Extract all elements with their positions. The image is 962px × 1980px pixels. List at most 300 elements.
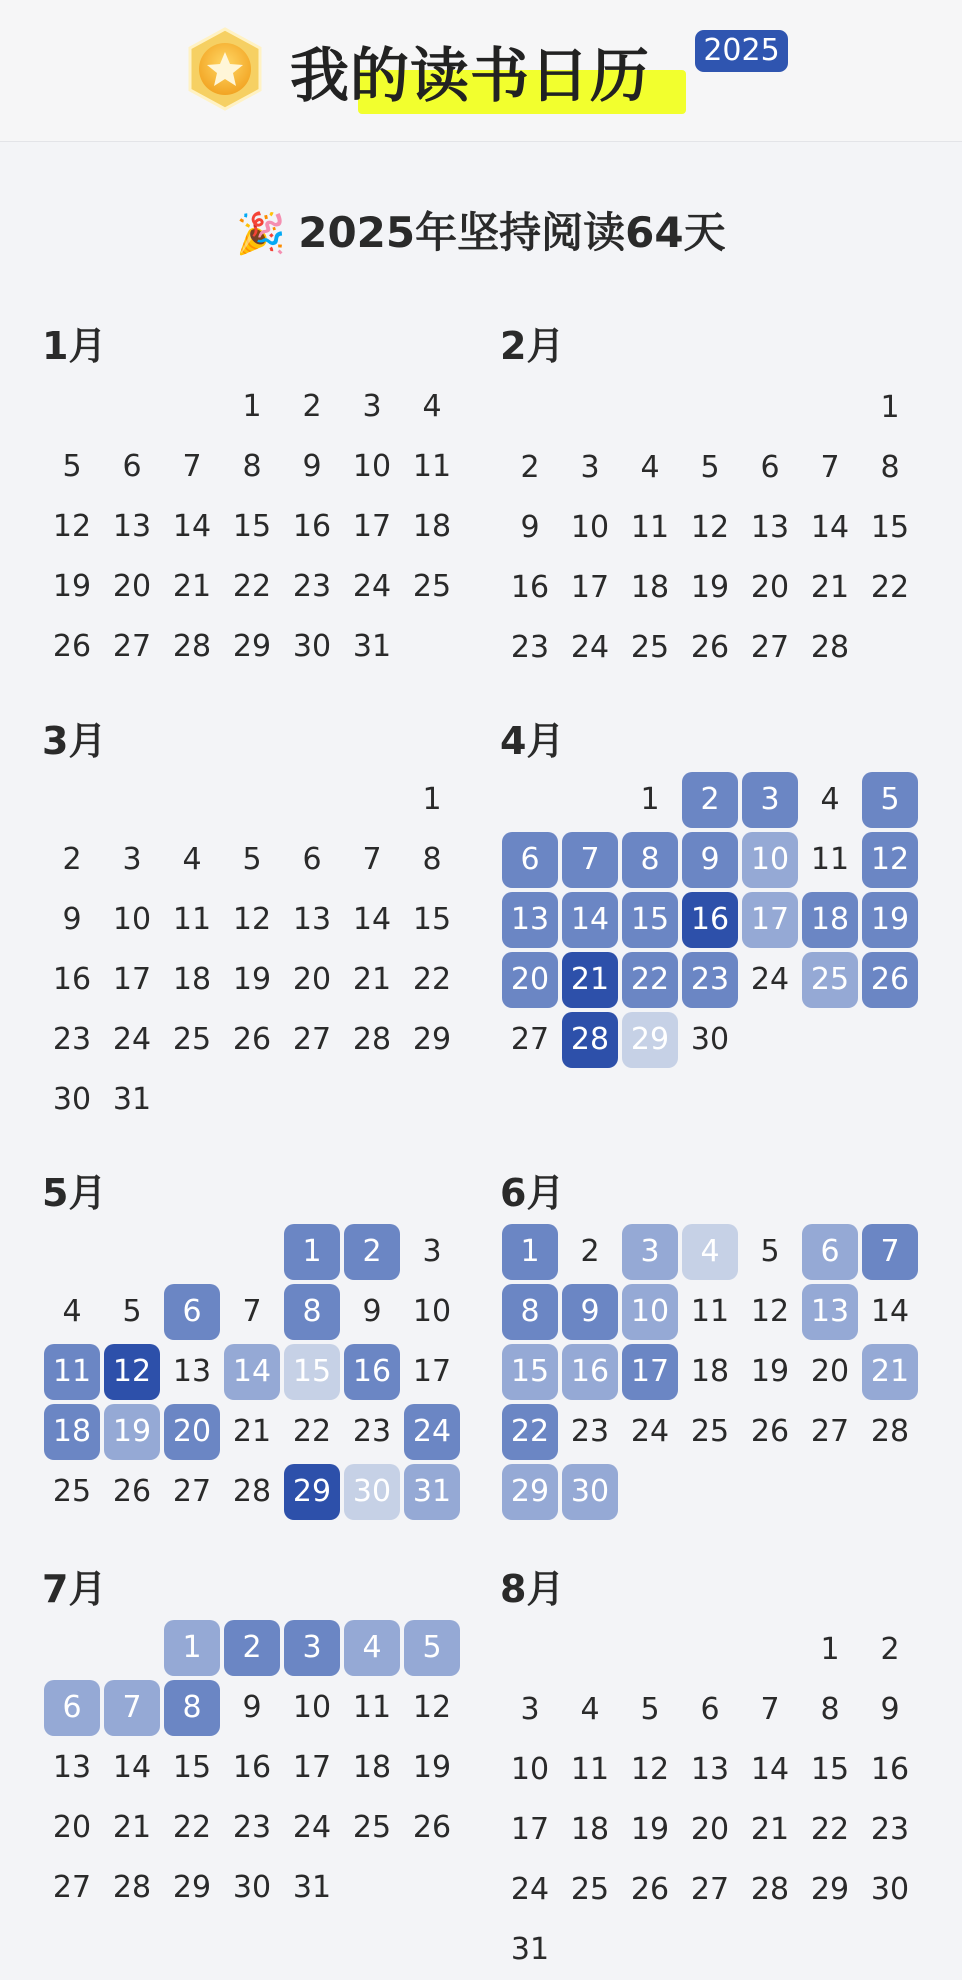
day-cell[interactable] [680,1860,740,1920]
day-cell[interactable] [342,890,402,950]
day-cell[interactable] [500,1860,560,1920]
day-cell[interactable] [560,1462,620,1522]
day-cell[interactable] [102,1738,162,1798]
day-cell[interactable] [402,1010,462,1070]
day-cell[interactable] [282,617,342,677]
day-cell[interactable] [740,1222,800,1282]
day-cell[interactable] [800,1860,860,1920]
day-cell[interactable] [560,438,620,498]
day-cell[interactable] [560,890,620,950]
read-day: 20 [164,1404,220,1460]
day-cell[interactable] [42,1798,102,1858]
day-cell[interactable] [222,1342,282,1402]
day-cell[interactable] [402,497,462,557]
day-cell[interactable] [42,437,102,497]
day-cell[interactable] [620,1282,680,1342]
day-cell[interactable] [500,618,560,678]
day-cell[interactable] [162,1282,222,1342]
day-cell[interactable] [800,1800,860,1860]
day-cell[interactable] [282,1678,342,1738]
day-number: 23 [570,1414,610,1449]
day-cell[interactable] [500,1740,560,1800]
day-cell[interactable] [282,1342,342,1402]
day-cell[interactable] [740,438,800,498]
day-cell[interactable] [680,1402,740,1462]
day-cell[interactable] [860,1860,920,1920]
day-cell[interactable] [860,558,920,618]
day-cell[interactable] [162,1402,222,1462]
day-cell[interactable] [282,1618,342,1678]
day-cell[interactable] [342,1678,402,1738]
day-number: 4 [422,389,442,424]
day-cell[interactable] [620,1740,680,1800]
day-cell[interactable] [282,557,342,617]
day-cell[interactable] [342,1462,402,1522]
day-cell[interactable] [800,1680,860,1740]
day-cell[interactable] [222,890,282,950]
day-cell[interactable] [800,498,860,558]
day-cell[interactable] [342,1798,402,1858]
day-cell[interactable] [222,1462,282,1522]
day-cell[interactable] [620,1800,680,1860]
day-cell[interactable] [402,1738,462,1798]
day-cell[interactable] [42,617,102,677]
day-number: 23 [870,1812,910,1847]
day-cell[interactable] [500,1222,560,1282]
day-cell[interactable] [42,1858,102,1918]
day-cell[interactable] [282,1738,342,1798]
day-cell[interactable] [162,1798,222,1858]
day-cell[interactable] [102,1678,162,1738]
day-cell[interactable] [222,1738,282,1798]
day-cell[interactable] [860,1620,920,1680]
day-cell[interactable] [620,498,680,558]
day-cell[interactable] [680,890,740,950]
day-cell[interactable] [222,830,282,890]
day-cell[interactable] [800,618,860,678]
day-cell[interactable] [342,497,402,557]
day-cell[interactable] [222,497,282,557]
day-cell[interactable] [740,1282,800,1342]
day-cell[interactable] [800,770,860,830]
day-cell[interactable] [740,618,800,678]
day-number: 15 [172,1750,212,1785]
day-number: 24 [510,1872,550,1907]
day-cell[interactable] [740,1680,800,1740]
day-cell[interactable] [680,618,740,678]
day-cell[interactable] [560,1800,620,1860]
day-cell[interactable] [342,377,402,437]
day-cell[interactable] [740,1860,800,1920]
day-cell[interactable] [680,558,740,618]
day-cell[interactable] [680,1282,740,1342]
day-cell[interactable] [620,770,680,830]
day-cell[interactable] [102,617,162,677]
empty-cell [500,770,560,830]
day-cell[interactable] [620,558,680,618]
day-cell[interactable] [402,1282,462,1342]
day-cell[interactable] [282,1010,342,1070]
day-cell[interactable] [42,557,102,617]
day-number: 18 [630,570,670,605]
day-cell[interactable] [740,498,800,558]
day-number: 11 [630,510,670,545]
day-cell[interactable] [282,1798,342,1858]
day-cell[interactable] [282,1402,342,1462]
empty-cell [500,1620,560,1680]
day-cell[interactable] [342,830,402,890]
day-cell[interactable] [860,1222,920,1282]
day-cell[interactable] [282,1858,342,1918]
day-cell[interactable] [800,1620,860,1680]
day-cell[interactable] [620,1010,680,1070]
day-cell[interactable] [282,377,342,437]
day-number: 26 [52,629,92,664]
day-number: 10 [292,1690,332,1725]
day-cell[interactable] [680,1740,740,1800]
day-number: 9 [520,510,540,545]
day-cell[interactable] [222,1798,282,1858]
empty-cell [102,1222,162,1282]
day-cell[interactable] [42,1402,102,1462]
day-cell[interactable] [222,1402,282,1462]
day-cell[interactable] [282,497,342,557]
day-cell[interactable] [102,1342,162,1402]
year-badge[interactable]: 2025 [695,30,788,72]
day-cell[interactable] [500,890,560,950]
day-cell[interactable] [800,1222,860,1282]
read-day: 2 [224,1620,280,1676]
day-cell[interactable] [500,1800,560,1860]
day-cell[interactable] [342,617,402,677]
day-number: 24 [112,1022,152,1057]
day-cell[interactable] [740,830,800,890]
day-cell[interactable] [282,1282,342,1342]
day-number: 21 [172,569,212,604]
day-cell[interactable] [800,890,860,950]
day-cell[interactable] [42,1342,102,1402]
day-number: 2 [880,1632,900,1667]
day-number: 10 [412,1294,452,1329]
day-cell[interactable] [860,1740,920,1800]
day-cell[interactable] [42,497,102,557]
day-cell[interactable] [222,617,282,677]
day-cell[interactable] [860,1342,920,1402]
day-cell[interactable] [402,890,462,950]
day-cell[interactable] [282,437,342,497]
day-cell[interactable] [800,1740,860,1800]
day-cell[interactable] [162,1342,222,1402]
day-cell[interactable] [680,950,740,1010]
day-cell[interactable] [342,1618,402,1678]
day-cell[interactable] [342,1282,402,1342]
day-cell[interactable] [740,890,800,950]
day-cell[interactable] [162,1738,222,1798]
read-day: 6 [502,832,558,888]
day-cell[interactable] [162,617,222,677]
day-number: 9 [362,1294,382,1329]
day-cell[interactable] [342,950,402,1010]
day-cell[interactable] [402,1618,462,1678]
day-cell[interactable] [222,1282,282,1342]
day-cell[interactable] [402,1342,462,1402]
day-cell[interactable] [800,1402,860,1462]
day-cell[interactable] [860,498,920,558]
day-number: 17 [412,1354,452,1389]
read-day: 8 [284,1284,340,1340]
day-cell[interactable] [282,1222,342,1282]
day-cell[interactable] [800,830,860,890]
day-cell[interactable] [42,830,102,890]
day-cell[interactable] [500,950,560,1010]
day-cell[interactable] [402,830,462,890]
day-cell[interactable] [42,1678,102,1738]
day-cell[interactable] [500,438,560,498]
day-cell[interactable] [560,1282,620,1342]
day-number: 2 [580,1234,600,1269]
day-number: 14 [352,902,392,937]
month-title: 3月 [42,719,107,763]
day-cell[interactable] [680,1010,740,1070]
day-cell[interactable] [680,830,740,890]
summary-text: 2025年坚持阅读64天 [298,208,726,257]
day-cell[interactable] [560,558,620,618]
day-cell[interactable] [222,557,282,617]
read-day: 12 [862,832,918,888]
day-cell[interactable] [402,437,462,497]
day-cell[interactable] [740,770,800,830]
day-cell[interactable] [102,1858,162,1918]
day-cell[interactable] [500,830,560,890]
day-cell[interactable] [620,830,680,890]
day-cell[interactable] [620,1402,680,1462]
day-cell[interactable] [620,890,680,950]
day-cell[interactable] [102,1010,162,1070]
day-cell[interactable] [740,558,800,618]
day-cell[interactable] [102,1798,162,1858]
day-cell[interactable] [500,1680,560,1740]
day-number: 30 [870,1872,910,1907]
day-cell[interactable] [860,438,920,498]
day-cell[interactable] [680,498,740,558]
month-grid [42,770,462,1130]
day-cell[interactable] [860,950,920,1010]
day-cell[interactable] [860,1402,920,1462]
day-cell[interactable] [162,950,222,1010]
day-cell[interactable] [800,1342,860,1402]
day-cell[interactable] [42,950,102,1010]
day-number: 12 [690,510,730,545]
day-cell[interactable] [500,1342,560,1402]
day-cell[interactable] [282,890,342,950]
day-cell[interactable] [42,890,102,950]
day-cell[interactable] [402,1402,462,1462]
day-cell[interactable] [162,557,222,617]
day-cell[interactable] [620,618,680,678]
day-number: 9 [242,1690,262,1725]
day-cell[interactable] [222,437,282,497]
day-cell[interactable] [102,1462,162,1522]
day-cell[interactable] [102,890,162,950]
empty-cell [42,770,102,830]
day-cell[interactable] [342,1342,402,1402]
day-cell[interactable] [402,377,462,437]
day-cell[interactable] [560,1680,620,1740]
day-number: 24 [292,1810,332,1845]
day-cell[interactable] [620,1342,680,1402]
day-cell[interactable] [560,1010,620,1070]
day-cell[interactable] [560,830,620,890]
read-day: 2 [344,1224,400,1280]
day-cell[interactable] [500,1920,560,1980]
day-cell[interactable] [162,1858,222,1918]
day-cell[interactable] [860,378,920,438]
day-cell[interactable] [402,770,462,830]
day-cell[interactable] [42,1010,102,1070]
day-number: 16 [510,570,550,605]
day-cell[interactable] [860,1282,920,1342]
day-cell[interactable] [222,1858,282,1918]
day-number: 7 [760,1692,780,1727]
day-cell[interactable] [500,1402,560,1462]
day-cell[interactable] [102,950,162,1010]
day-cell[interactable] [342,437,402,497]
day-cell[interactable] [680,1800,740,1860]
day-cell[interactable] [860,890,920,950]
day-cell[interactable] [102,1282,162,1342]
day-cell[interactable] [560,1222,620,1282]
day-number: 3 [422,1234,442,1269]
day-cell[interactable] [680,770,740,830]
day-cell[interactable] [342,1010,402,1070]
day-cell[interactable] [740,1402,800,1462]
day-cell[interactable] [402,1462,462,1522]
day-cell[interactable] [162,830,222,890]
empty-cell [102,770,162,830]
day-cell[interactable] [282,950,342,1010]
day-cell[interactable] [342,557,402,617]
day-cell[interactable] [402,1678,462,1738]
day-cell[interactable] [680,1342,740,1402]
day-cell[interactable] [222,1678,282,1738]
day-cell[interactable] [402,1222,462,1282]
day-cell[interactable] [860,1680,920,1740]
day-cell[interactable] [102,437,162,497]
day-cell[interactable] [162,497,222,557]
day-cell[interactable] [102,830,162,890]
day-number: 22 [172,1810,212,1845]
day-cell[interactable] [402,557,462,617]
day-number: 23 [52,1022,92,1057]
day-cell[interactable] [42,1070,102,1130]
day-cell[interactable] [800,558,860,618]
day-cell[interactable] [680,1680,740,1740]
day-cell[interactable] [740,1342,800,1402]
empty-cell [500,378,560,438]
day-cell[interactable] [102,1070,162,1130]
day-number: 23 [232,1810,272,1845]
day-cell[interactable] [222,1618,282,1678]
day-cell[interactable] [282,1462,342,1522]
empty-cell [162,770,222,830]
day-cell[interactable] [500,498,560,558]
day-cell[interactable] [222,1010,282,1070]
day-cell[interactable] [800,438,860,498]
day-number: 24 [630,1414,670,1449]
read-day: 8 [622,832,678,888]
day-cell[interactable] [740,950,800,1010]
day-cell[interactable] [620,1860,680,1920]
day-cell[interactable] [620,1222,680,1282]
day-cell[interactable] [560,950,620,1010]
day-cell[interactable] [500,1282,560,1342]
day-cell[interactable] [860,1800,920,1860]
day-cell[interactable] [500,558,560,618]
day-number: 17 [352,509,392,544]
day-cell[interactable] [800,1282,860,1342]
day-cell[interactable] [42,1462,102,1522]
month-title: 1月 [42,324,107,368]
day-cell[interactable] [102,1402,162,1462]
day-cell[interactable] [740,1800,800,1860]
day-cell[interactable] [162,1462,222,1522]
day-cell[interactable] [560,1342,620,1402]
day-number: 16 [232,1750,272,1785]
day-cell[interactable] [162,1618,222,1678]
day-cell[interactable] [222,950,282,1010]
day-cell[interactable] [620,950,680,1010]
month-june [500,1172,928,1532]
day-cell[interactable] [860,830,920,890]
day-cell[interactable] [680,1222,740,1282]
day-cell[interactable] [42,1282,102,1342]
day-cell[interactable] [102,497,162,557]
day-cell[interactable] [42,1738,102,1798]
day-cell[interactable] [342,1738,402,1798]
day-cell[interactable] [680,438,740,498]
day-cell[interactable] [500,1010,560,1070]
day-cell[interactable] [102,557,162,617]
month-april [500,720,928,1080]
day-cell[interactable] [620,438,680,498]
day-cell[interactable] [222,377,282,437]
day-cell[interactable] [402,950,462,1010]
day-cell[interactable] [162,890,222,950]
day-cell[interactable] [162,1010,222,1070]
day-cell[interactable] [500,1462,560,1522]
day-cell[interactable] [560,1740,620,1800]
read-day: 1 [164,1620,220,1676]
day-cell[interactable] [560,498,620,558]
day-cell[interactable] [162,1678,222,1738]
day-cell[interactable] [342,1222,402,1282]
day-number: 9 [880,1692,900,1727]
day-cell[interactable] [402,1798,462,1858]
day-cell[interactable] [740,1740,800,1800]
day-number: 12 [750,1294,790,1329]
day-cell[interactable] [560,1860,620,1920]
day-cell[interactable] [282,830,342,890]
day-number: 27 [750,630,790,665]
day-cell[interactable] [560,618,620,678]
day-cell[interactable] [620,1680,680,1740]
day-cell[interactable] [860,770,920,830]
day-cell[interactable] [342,1402,402,1462]
day-cell[interactable] [800,950,860,1010]
day-number: 15 [232,509,272,544]
day-cell[interactable] [560,1402,620,1462]
day-cell[interactable] [162,437,222,497]
